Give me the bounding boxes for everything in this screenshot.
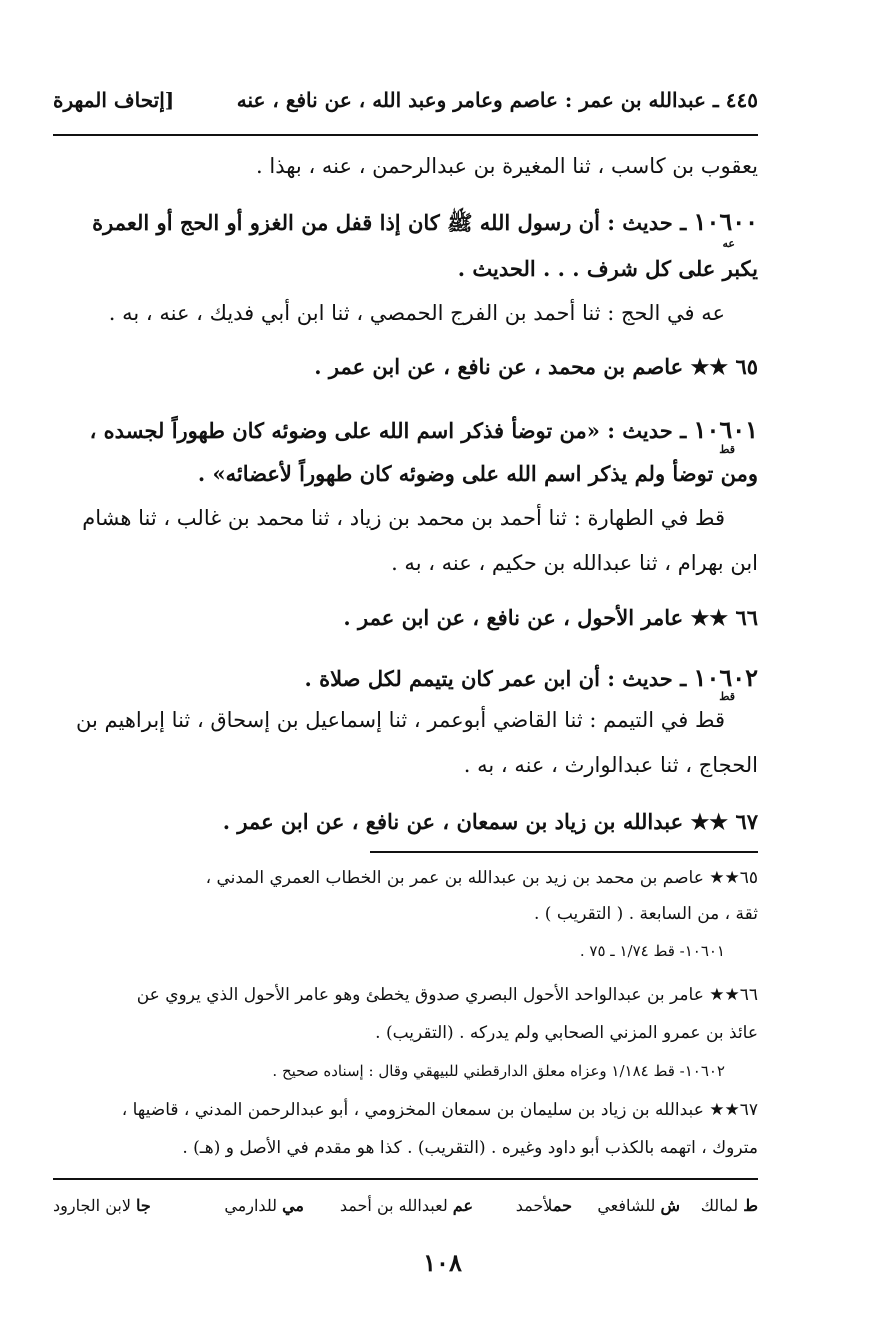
abbr-darimi: مي للدارمي <box>224 1196 304 1215</box>
footnote-line: متروك ، اتهمه بالكذب أبو داود وغيره . (التقريب) . كذا هو مقدم في الأصل و (هـ) . <box>182 1138 758 1158</box>
hadith-text: ـ حديث : أن ابن عمر كان يتيمم لكل صلاة . <box>304 666 687 691</box>
footnote-line: ثقة ، من السابعة . ( التقريب ) . <box>533 904 758 924</box>
hadith-source-line: عه في الحج : ثنا أحمد بن الفرج الحمصي ، ثنا ابن أبي فديك ، عنه ، به . <box>108 301 725 325</box>
abbr-jarud: جا لابن الجارود <box>53 1196 151 1215</box>
hadith-10601-line <box>53 415 758 444</box>
hadith-source-line: ابن بهرام ، ثنا عبدالله بن حكيم ، عنه ، به . <box>391 551 758 575</box>
abbr-malik: ط لمالك <box>700 1196 758 1215</box>
footnote-line: ٦٧★★ عبدالله بن زياد بن سليمان بن سمعان المخزومي ، أبو عبدالرحمن المدني ، قاضيها ، <box>121 1100 758 1120</box>
hadith-10602-line <box>53 663 758 692</box>
hadith-source-line: الحجاج ، ثنا عبدالوارث ، عنه ، به . <box>463 753 758 777</box>
footnote-line: عائذ بن عمرو المزني الصحابي ولم يدركه . (التقريب) . <box>375 1023 758 1043</box>
footnote-line: ١٠٦٠٢- قط ١/١٨٤ وعزاه معلق الدارقطني للبيهقي وقال : إسناده صحيح . <box>272 1062 725 1080</box>
hadith-text: ـ حديث : أن رسول الله ﷺ كان إذا قفل من الغزو أو الحج أو العمرة <box>92 210 687 235</box>
narrator-heading-66: ٦٦ ★★ عامر الأحول ، عن نافع ، عن ابن عمر . <box>343 605 758 630</box>
page-number: ١٠٨ <box>423 1248 462 1277</box>
hadith-source-sigla: قط <box>719 443 735 456</box>
narrator-heading-65: ٦٥ ★★ عاصم بن محمد ، عن نافع ، عن ابن عمر . <box>314 354 758 379</box>
hadith-source-sigla: قط <box>719 690 735 703</box>
hadith-10600-line <box>53 207 758 236</box>
hadith-text-cont: يكبر على كل شرف . . . الحديث . <box>457 256 758 281</box>
hadith-text: ـ حديث : «من توضأ فذكر اسم الله على وضوئه كان طهوراً لجسده ، <box>89 418 687 443</box>
running-header-book: [إتحاف المهرة <box>53 88 175 112</box>
footnote-line: ٦٦★★ عامر بن عبدالواحد الأحول البصري صدوق يخطئ وهو عامر الأحول الذي يروي عن <box>136 985 758 1005</box>
narrator-heading-67: ٦٧ ★★ عبدالله بن زياد بن سمعان ، عن نافع ، عن ابن عمر . <box>222 809 758 834</box>
abbr-abdullah: عم لعبدالله بن أحمد <box>339 1196 473 1215</box>
hadith-source-line: قط في الطهارة : ثنا أحمد بن محمد بن زياد ، ثنا محمد بن غالب ، ثنا هشام <box>82 506 725 530</box>
header-rule <box>53 134 758 136</box>
hadith-number: ١٠٦٠٢ <box>693 663 758 692</box>
hadith-source-sigla: عه <box>722 237 735 250</box>
text-line: يعقوب بن كاسب ، ثنا المغيرة بن عبدالرحمن ، عنه ، بهذا . <box>256 154 758 178</box>
footnote-line: ٦٥★★ عاصم بن محمد بن زيد بن عبدالله بن عمر بن الخطاب العمري المدني ، <box>205 868 758 888</box>
hadith-number: ١٠٦٠٠ <box>693 207 758 236</box>
footnote-line: ١٠٦٠١- قط ١/٧٤ ـ ٧٥ . <box>579 942 725 960</box>
hadith-source-line: قط في التيمم : ثنا القاضي أبوعمر ، ثنا إسماعيل بن إسحاق ، ثنا إبراهيم بن <box>76 708 725 732</box>
abbr-shafii: ش للشافعي <box>597 1196 680 1215</box>
abbreviations-rule <box>53 1178 758 1180</box>
footnote-rule <box>370 851 758 853</box>
running-header-title: ٤٤٥ ـ عبدالله بن عمر : عاصم وعامر وعبد الله ، عن نافع ، عنه <box>236 88 758 112</box>
hadith-text-cont: ومن توضأ ولم يذكر اسم الله على وضوئه كان طهوراً لأعضائه» . <box>197 461 758 486</box>
hadith-number: ١٠٦٠١ <box>693 415 758 444</box>
abbr-ahmad: حملأحمد <box>515 1196 572 1215</box>
